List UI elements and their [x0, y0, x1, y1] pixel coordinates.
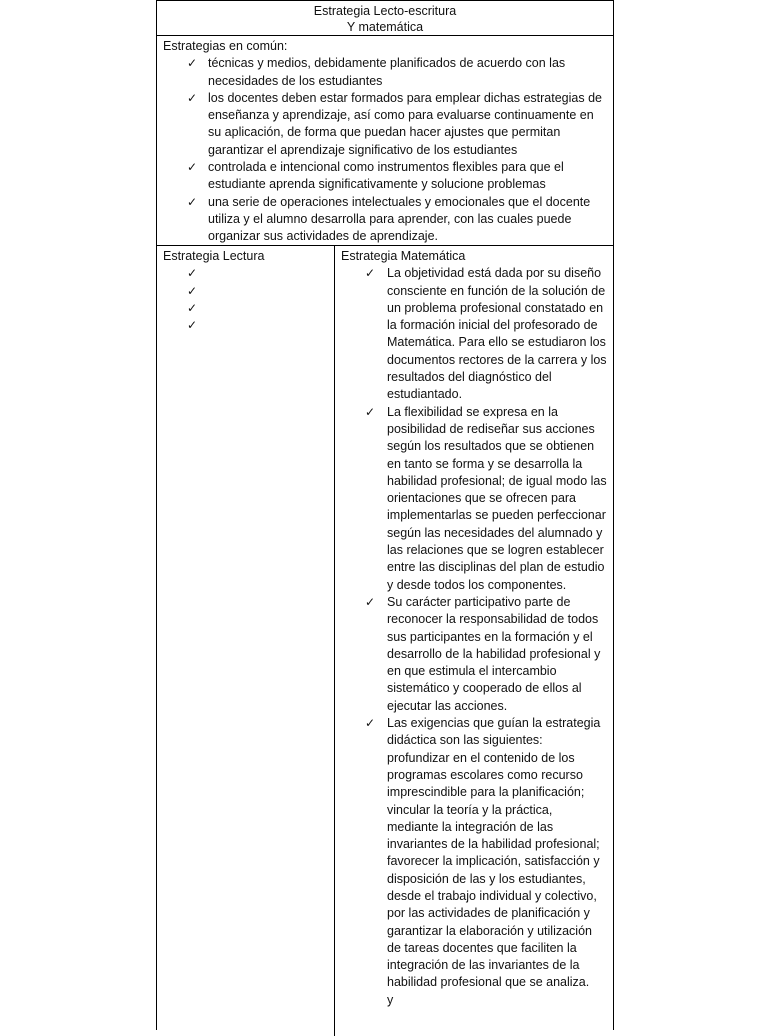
- checkmark-icon: ✓: [365, 404, 376, 419]
- list-item: [163, 283, 328, 300]
- list-item-text: Las exigencias que guían la estrategia didáctica son las siguientes: profundizar en el contenido de los programas escolares como recurso imprescindible para la planificación; vincular la teoría y la práctica, mediante la integración de las invariantes de la habilidad profesional; favorecer la implicación, satisfacción y disposición de las y los estudiantes, desde el trabajo individual y colectivo, por las actividades de planificación y garantizar la elaboración y utilización de tareas docentes que faciliten la integración de las invariantes de la habilidad profesional que se analiza.: [387, 716, 601, 990]
- common-strategies-cell: [157, 36, 613, 246]
- list-item: [163, 317, 328, 334]
- list-item: [341, 594, 607, 715]
- list-item: [163, 159, 607, 194]
- matematica-title: Estrategia Matemática: [341, 249, 466, 263]
- list-item-text: Su carácter participativo parte de reconocer la responsabilidad de todos sus participantes en la formación y el desarrollo de la habilidad profesional y en que estimula el intercambio sistemático y cooperado de ellos al ejecutar las acciones.: [387, 594, 601, 713]
- checkmark-icon: ✓: [365, 266, 376, 281]
- common-strategies-list: [163, 55, 607, 245]
- checkmark-icon: ✓: [187, 266, 198, 281]
- list-item-text: los docentes deben estar formados para emplear dichas estrategias de enseñanza y aprendizaje, así como para evaluarse continuamente en su aplicación, de forma que puedan hacer ajustes que permitan garantizar el aprendizaje significativo de los estudiantes: [208, 90, 602, 157]
- header-title-line1: Estrategia Lecto-escritura: [313, 4, 457, 18]
- list-item: [163, 194, 607, 246]
- lectura-list: [163, 265, 328, 334]
- lectura-cell: [157, 246, 335, 1036]
- checkmark-icon: ✓: [187, 300, 198, 315]
- list-item-text: técnicas y medios, debidamente planificados de acuerdo con las necesidades de los estudiantes: [208, 56, 566, 88]
- comparison-table: [156, 0, 614, 1030]
- checkmark-icon: ✓: [187, 160, 198, 175]
- matematica-cell: [335, 246, 613, 1036]
- list-item-text: La objetividad está dada por su diseño consciente en función de la solución de un problema profesional constatado en la formación inicial del profesorado de Matemática. Para ello se estudiaron los documentos rectores de la carrera y los resultados del diagnóstico del estudiantado.: [387, 266, 607, 402]
- checkmark-icon: ✓: [365, 716, 376, 731]
- list-item: [163, 55, 607, 90]
- list-item-text: La flexibilidad se expresa en la posibilidad de rediseñar sus acciones según los resultados que se obtienen en tanto se forma y se desarrolla la habilidad profesional; de igual modo las orientaciones que se ofrecen para implementarlas se pueden perfeccionar según las necesidades del alumnado y las relaciones que se logren establecer entre las disciplinas del plan de estudio y desde todos los componentes.: [387, 404, 607, 592]
- list-item: [163, 90, 607, 159]
- common-strategies-title: Estrategias en común:: [163, 39, 288, 53]
- checkmark-icon: ✓: [187, 283, 198, 298]
- list-item: [163, 265, 328, 282]
- list-item: [163, 300, 328, 317]
- list-item-text: una serie de operaciones intelectuales y emocionales que el docente utiliza y el alumno desarrolla para aprender, con las cuales puede organizar sus actividades de aprendizaje.: [208, 194, 591, 244]
- checkmark-icon: ✓: [365, 594, 376, 609]
- list-item-text: controlada e intencional como instrumentos flexibles para que el estudiante aprenda significativamente y solucione problemas: [208, 160, 564, 192]
- header-title-line2: Y matemática: [346, 20, 424, 34]
- checkmark-icon: ✓: [187, 56, 198, 71]
- checkmark-icon: ✓: [187, 194, 198, 209]
- checkmark-icon: ✓: [187, 318, 198, 333]
- table-header: [157, 1, 613, 36]
- lectura-title: Estrategia Lectura: [163, 249, 265, 263]
- list-item: [341, 715, 607, 992]
- list-item: [341, 404, 607, 594]
- matematica-list: [341, 265, 607, 991]
- checkmark-icon: ✓: [187, 90, 198, 105]
- trailing-text: y: [387, 992, 394, 1007]
- list-item: [341, 265, 607, 403]
